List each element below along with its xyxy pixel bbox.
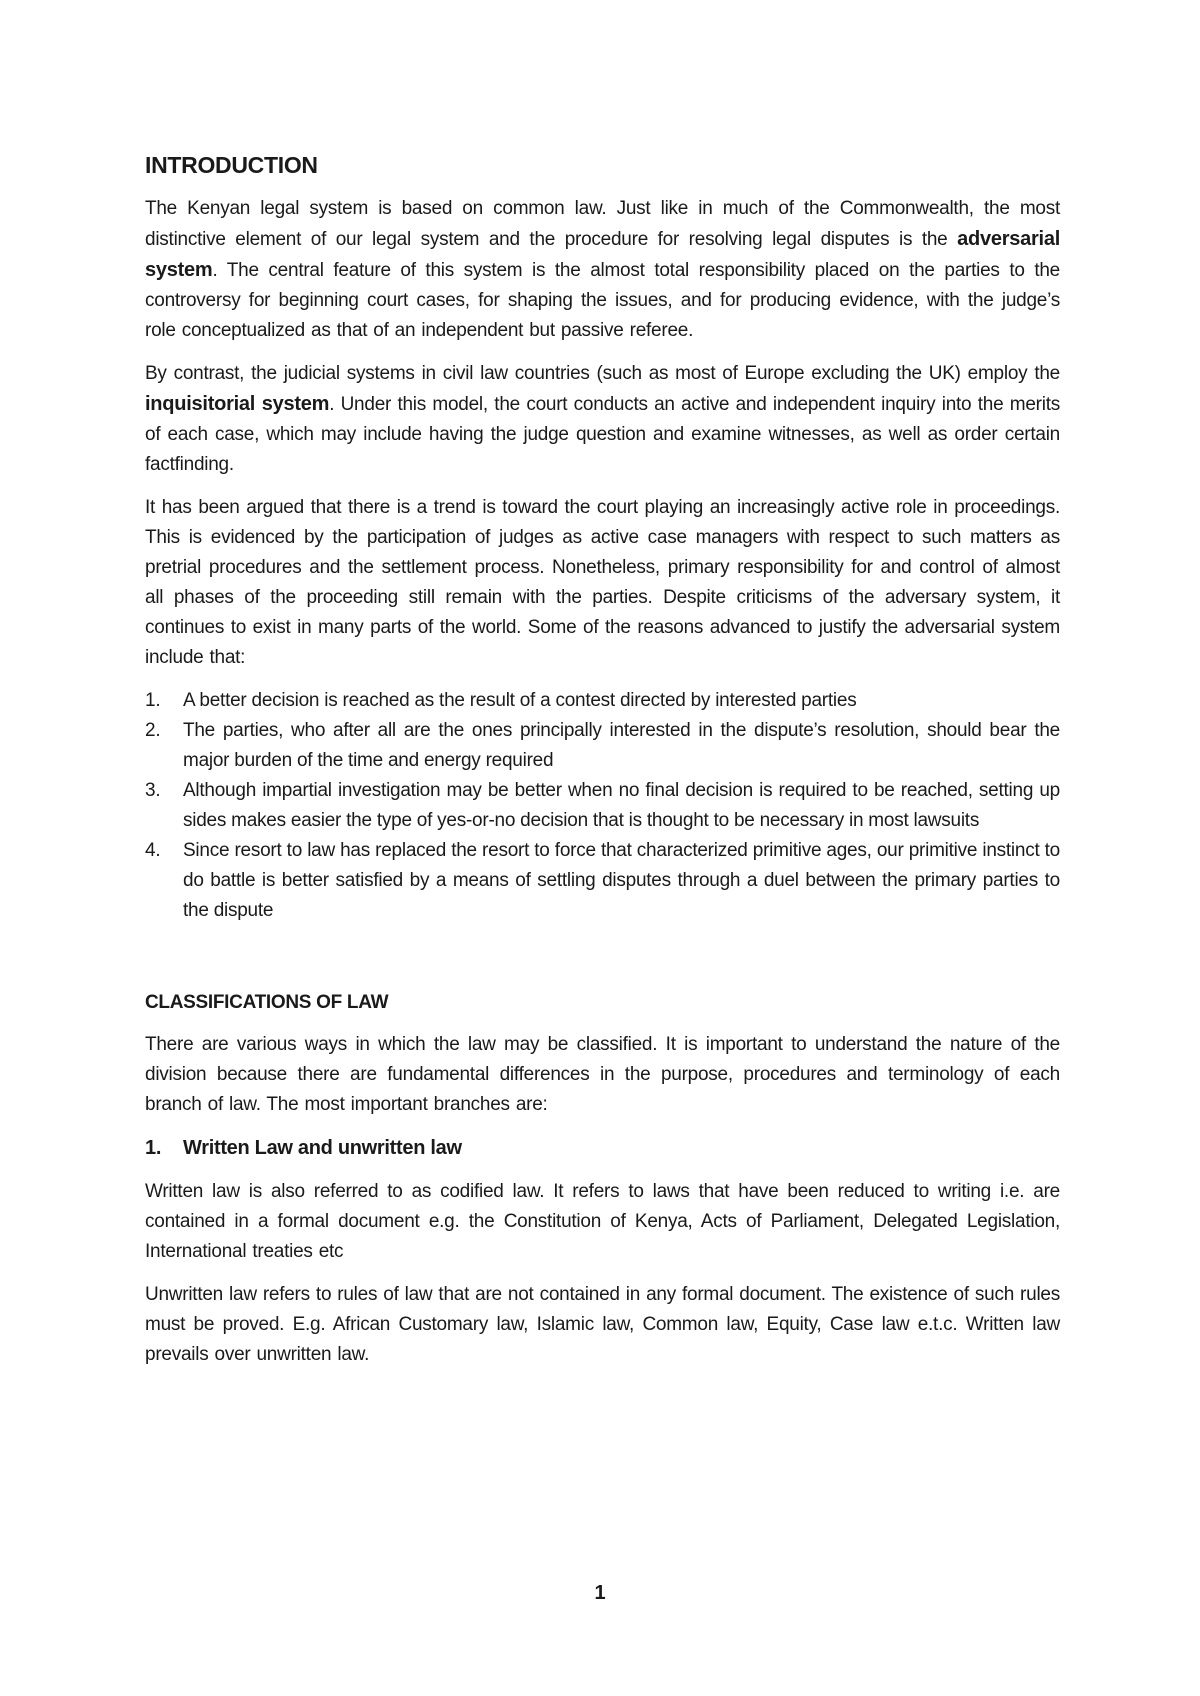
intro-p1-text-a: The Kenyan legal system is based on common law. Just like in much of the Commonwealth, the most distinctive element of our legal system and the procedure for resolving legal disputes is the	[145, 198, 1060, 250]
written-unwritten-subheading	[145, 1133, 1060, 1163]
list-item-number: 4.	[145, 840, 161, 861]
section-spacer	[145, 926, 1060, 988]
intro-paragraph-1	[145, 194, 1060, 346]
list-item-number: 3.	[145, 780, 161, 801]
list-item	[145, 836, 1060, 926]
subheading-title: Written Law and unwritten law	[183, 1137, 462, 1159]
inquisitorial-system-term: inquisitorial system	[145, 393, 330, 415]
intro-p2-text-a: By contrast, the judicial systems in civil law countries (such as most of Europe excluding the UK) employ the	[145, 363, 1060, 384]
intro-paragraph-2	[145, 359, 1060, 480]
intro-paragraph-3: It has been argued that there is a trend is toward the court playing an increasingly active role in proceedings. This is evidenced by the participation of judges as active case managers with respect to such matters as pretrial procedures and the settlement process. Nonetheless, primary responsibility for and control of almost all phases of the proceeding still remain with the parties. Despite criticisms of the adversary system, it continues to exist in many parts of the world. Some of the reasons advanced to justify the adversarial system include that:	[145, 497, 1060, 668]
list-item-text: A better decision is reached as the result of a contest directed by interested parties	[183, 690, 857, 711]
list-item	[145, 716, 1060, 776]
list-item	[145, 686, 1060, 716]
list-item-text: Since resort to law has replaced the resort to force that characterized primitive ages, our primitive instinct to do battle is better satisfied by a means of settling disputes through a duel between the primary parties to the dispute	[183, 840, 1060, 921]
adversarial-system-term: adversarial system	[145, 228, 1060, 281]
written-law-paragraph: Written law is also referred to as codified law. It refers to laws that have been reduced to writing i.e. are contained in a formal document e.g. the Constitution of Kenya, Acts of Parliament, Delegated Legislation, International treaties etc	[145, 1181, 1060, 1262]
list-item-number: 1.	[145, 690, 161, 711]
reasons-list	[145, 686, 1060, 926]
classifications-heading: CLASSIFICATIONS OF LAW	[145, 992, 389, 1013]
list-item-text: The parties, who after all are the ones principally interested in the dispute’s resolution, should bear the major burden of the time and energy required	[183, 720, 1060, 771]
document-page	[145, 150, 1060, 1383]
intro-p1-text-b: . The central feature of this system is the almost total responsibility placed on the parties to the controversy for beginning court cases, for shaping the issues, and for producing evidence, with the judge’s role conceptualized as that of an independent but passive referee.	[145, 260, 1060, 341]
introduction-heading: INTRODUCTION	[145, 152, 318, 178]
list-item	[145, 776, 1060, 836]
unwritten-law-paragraph: Unwritten law refers to rules of law that are not contained in any formal document. The existence of such rules must be proved. E.g. African Customary law, Islamic law, Common law, Equity, Case law e.t.c. Written law prevails over unwritten law.	[145, 1284, 1060, 1365]
list-item-text: Although impartial investigation may be better when no final decision is required to be reached, setting up sides makes easier the type of yes-or-no decision that is thought to be necessary in most lawsuits	[183, 780, 1060, 831]
list-item-number: 2.	[145, 720, 161, 741]
subheading-number: 1.	[145, 1137, 162, 1159]
classifications-paragraph: There are various ways in which the law may be classified. It is important to understand the nature of the division because there are fundamental differences in the purpose, procedures and terminology of each branch of law. The most important branches are:	[145, 1034, 1060, 1115]
intro-p2-text-b: . Under this model, the court conducts an active and independent inquiry into the merits of each case, which may include having the judge question and examine witnesses, as well as order certain factfinding.	[145, 394, 1060, 475]
page-number: 1	[594, 1582, 606, 1604]
